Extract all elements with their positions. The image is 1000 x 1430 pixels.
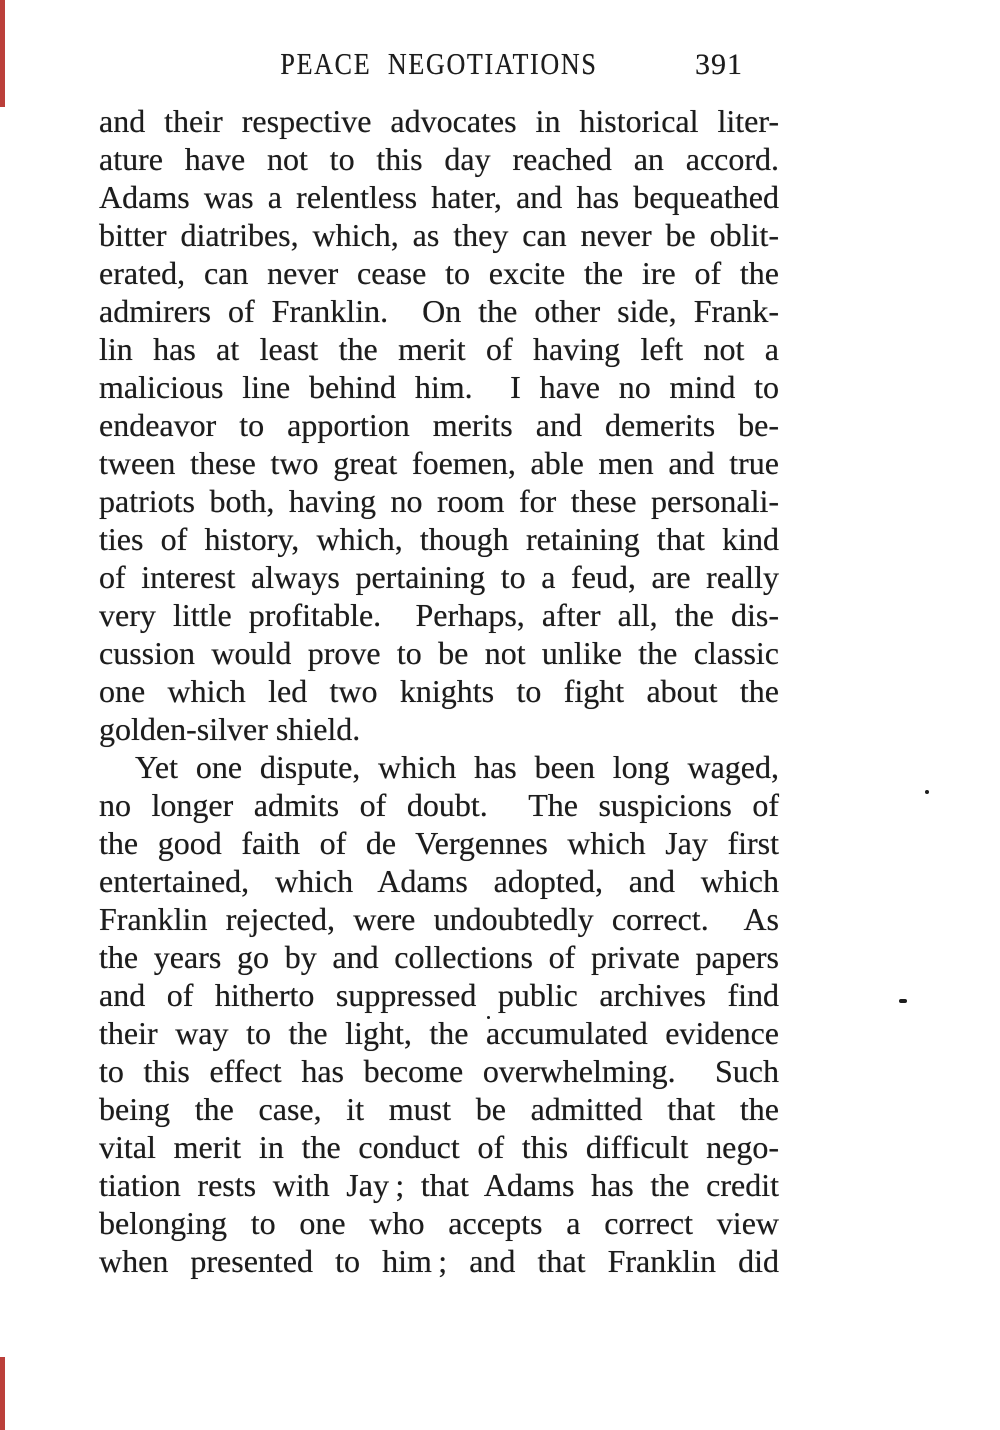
text-line: vital merit in the conduct of this difficult nego- (99, 1129, 779, 1165)
text-line: the good faith of de Vergennes which Jay first (99, 825, 779, 861)
text-line: being the case, it must be admitted that the (99, 1091, 779, 1127)
text-line: tiation rests with Jay ; that Adams has the credit (99, 1167, 779, 1203)
text-line: and their respective advocates in historical liter- (99, 103, 779, 139)
text-line: bitter diatribes, which, as they can never be oblit- (99, 217, 779, 253)
ink-speck (899, 999, 907, 1003)
text-line: the years go by and collections of private papers (99, 939, 779, 975)
scan-edge-mark-top (0, 0, 5, 107)
text-line: admirers of Franklin. On the other side, Frank- (99, 293, 779, 329)
text-line: and of hitherto suppressed public archives find (99, 977, 779, 1013)
text-line: erated, can never cease to excite the ire of the (99, 255, 779, 291)
text-line: of interest always pertaining to a feud, are really (99, 559, 779, 595)
running-head: PEACE NEGOTIATIONS (280, 46, 598, 81)
page-number: 391 (695, 48, 743, 81)
text-line: very little profitable. Perhaps, after all, the dis- (99, 597, 779, 633)
ink-speck (925, 790, 929, 794)
page-body (99, 102, 779, 1280)
text-line: Adams was a relentless hater, and has bequeathed (99, 179, 779, 215)
text-line: Yet one dispute, which has been long waged, (135, 749, 779, 785)
text-line: one which led two knights to fight about the (99, 673, 779, 709)
text-line: cussion would prove to be not unlike the classic (99, 635, 779, 671)
text-line: ature have not to this day reached an accord. (99, 141, 779, 177)
text-line: tween these two great foemen, able men and true (99, 445, 779, 481)
text-line: golden-silver shield. (99, 711, 361, 747)
text-line: their way to the light, the accumulated evidence (99, 1015, 779, 1051)
text-line: ties of history, which, though retaining that kind (99, 521, 779, 557)
text-line: entertained, which Adams adopted, and which (99, 863, 779, 899)
paragraph (99, 102, 779, 748)
text-line: belonging to one who accepts a correct view (99, 1205, 779, 1241)
text-line: endeavor to apportion merits and demerits be- (99, 407, 779, 443)
text-line: to this effect has become overwhelming. Such (99, 1053, 779, 1089)
text-line: no longer admits of doubt. The suspicions of (99, 787, 779, 823)
page-header (99, 46, 779, 82)
paragraph (99, 748, 779, 1280)
scan-edge-mark-bottom (0, 1357, 5, 1430)
text-line: patriots both, having no room for these personali- (99, 483, 779, 519)
text-line: malicious line behind him. I have no mind to (99, 369, 779, 405)
text-line: Franklin rejected, were undoubtedly correct. As (99, 901, 779, 937)
text-line: when presented to him ; and that Franklin did (99, 1243, 779, 1279)
text-line: lin has at least the merit of having left not a (99, 331, 779, 367)
